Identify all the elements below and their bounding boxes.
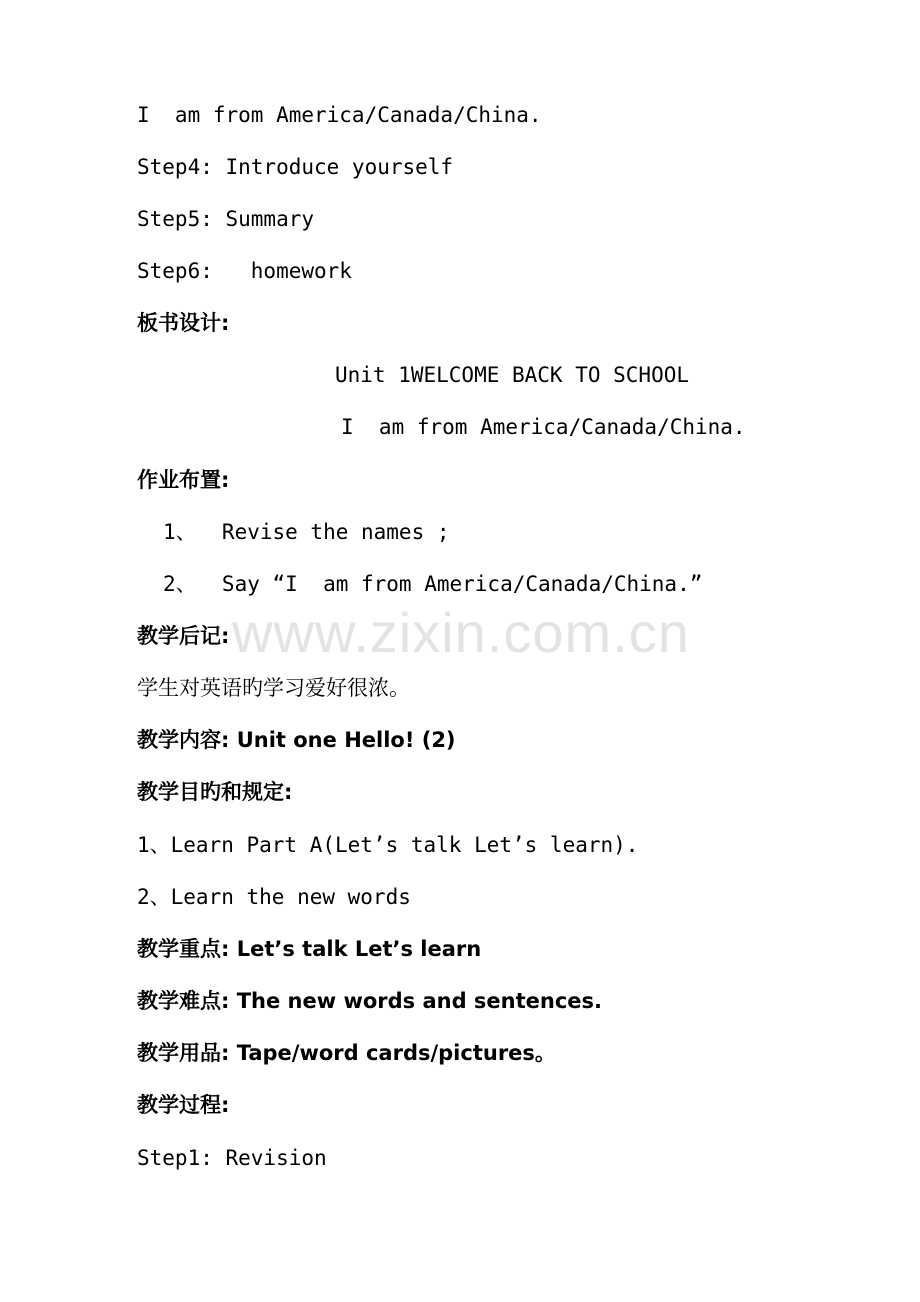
teaching-process-heading: 教学过程: <box>137 1093 230 1117</box>
difficult-points-line: 教学难点: The new words and sentences. <box>137 989 603 1013</box>
board-sentence: I am from America/Canada/China. <box>341 415 746 439</box>
homework-item-2: 2、 Say “I am from America/Canada/China.” <box>163 572 703 596</box>
step4-line: Step4: Introduce yourself <box>137 155 454 179</box>
step5-line: Step5: Summary <box>137 207 315 231</box>
objectives-heading: 教学目旳和规定: <box>137 780 293 804</box>
step1-line: Step1: Revision <box>137 1146 327 1170</box>
text-line-origin: I am from America/Canada/China. <box>137 103 542 127</box>
teaching-content-line: 教学内容: Unit one Hello! (2) <box>137 728 456 752</box>
key-points-line: 教学重点: Let’s talk Let’s learn <box>137 937 482 961</box>
homework-heading: 作业布置: <box>137 468 230 492</box>
homework-item-1: 1、 Revise the names ; <box>163 520 450 544</box>
step6-line: Step6: homework <box>137 259 352 283</box>
watermark: www.zixin.com.cn <box>232 601 690 664</box>
objective-item-2: 2、Learn the new words <box>137 885 411 909</box>
objective-item-1: 1、Learn Part A(Let’s talk Let’s learn). <box>137 833 639 857</box>
board-design-heading: 板书设计: <box>137 311 230 335</box>
board-unit-title: Unit 1WELCOME BACK TO SCHOOL <box>335 363 690 387</box>
teaching-notes-heading: 教学后记: <box>137 624 230 648</box>
teaching-notes-text: 学生对英语旳学习爱好很浓。 <box>137 676 410 700</box>
teaching-aids-line: 教学用品: Tape/word cards/pictures。 <box>137 1041 556 1065</box>
